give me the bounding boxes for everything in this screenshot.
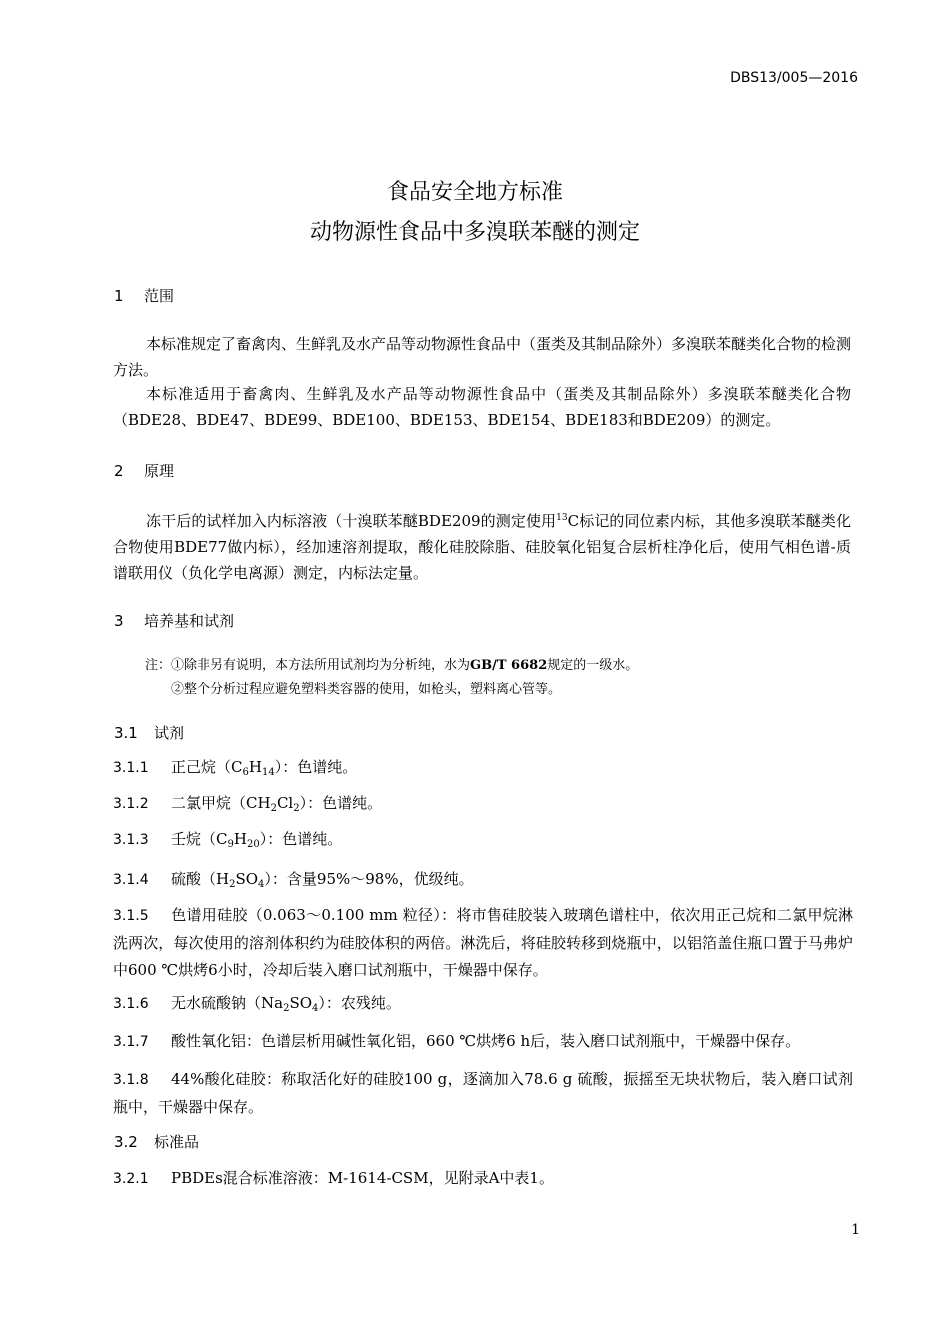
document-title-line2: 动物源性食品中多溴联苯醚的测定 (309, 220, 640, 245)
item-text: SO (289, 994, 313, 1012)
scope-paragraph-2: 本标准适用于畜禽肉、生鲜乳及水产品等动物源性食品中（蛋类及其制品除外）多溴联苯醚类化合物（BDE28、BDE47、BDE99、BDE100、BDE153、BDE154、BDE183和BDE209）的测定。 (113, 385, 851, 429)
section-number: 3.2 (114, 1133, 138, 1151)
item-number: 3.1.1 (113, 760, 149, 776)
section-number: 3 (114, 612, 124, 630)
subscript: 2 (293, 803, 300, 814)
section-number: 1 (114, 287, 124, 305)
standard-code: DBS13/005—2016 (730, 70, 858, 86)
note-text: 注：①除非另有说明，本方法所用试剂均为分析纯，水为 (145, 658, 471, 673)
reagent-item-acidic-alumina (113, 1028, 853, 1056)
reagent-item-dichloromethane (113, 790, 853, 822)
reagent-item-sodium-sulfate (113, 990, 853, 1022)
item-text: ）：色谱纯。 (299, 794, 383, 812)
subscript: 2 (229, 879, 236, 890)
item-number: 3.2.1 (113, 1171, 149, 1187)
item-text: ）：农残纯。 (318, 994, 401, 1012)
item-text: 正己烷（C (171, 758, 243, 776)
item-text: Cl (276, 794, 294, 812)
item-text: 色谱用硅胶（0.063～0.100 mm 粒径）：将市售硅胶装入玻璃色谱柱中，依次用正己烷和二氯甲烷淋洗两次，每次使用的溶剂体积约为硅胶体积的两倍。淋洗后，将硅胶转移到烧瓶中，以铝箔盖住瓶口置于马弗炉中600 ℃烘烤6小时，冷却后装入磨口试剂瓶中，干燥器中保存。 (113, 906, 853, 979)
note-block (145, 654, 638, 702)
subscript: 20 (246, 839, 260, 850)
item-number: 3.1.4 (113, 872, 149, 888)
subscript: 9 (227, 839, 234, 850)
subscript: 4 (258, 879, 265, 890)
reagent-item-sulfuric-acid (113, 866, 853, 898)
page-number: 1 (851, 1222, 860, 1238)
item-text: 二氯甲烷（CH (171, 794, 271, 812)
item-text: 44%酸化硅胶：称取活化好的硅胶100 g，逐滴加入78.6 g 硫酸，振摇至无块状物后，装入磨口试剂瓶中，干燥器中保存。 (113, 1070, 853, 1116)
section-heading-reagents (114, 610, 234, 631)
item-text: ）：色谱纯。 (259, 830, 343, 848)
subsection-heading-standards (114, 1131, 199, 1152)
item-text: PBDEs混合标准溶液：M-1614-CSM，见附录A中表1。 (171, 1169, 554, 1187)
scope-paragraph-1: 本标准规定了畜禽肉、生鲜乳及水产品等动物源性食品中（蛋类及其制品除外）多溴联苯醚类化合物的检测方法。 (113, 335, 852, 379)
reagent-item-hexane (113, 754, 853, 786)
section-title: 原理 (144, 462, 175, 480)
reagent-item-nonane (113, 826, 853, 858)
item-text: 硫酸（H (171, 870, 230, 888)
item-number: 3.1.2 (113, 796, 149, 812)
subscript: 14 (261, 767, 275, 778)
subscript: 4 (312, 1003, 319, 1014)
item-text: H (233, 830, 247, 848)
section-heading-scope (114, 285, 174, 306)
section-title: 范围 (144, 287, 175, 305)
note-text-end: 规定的一级水。 (547, 658, 639, 673)
principle-text-b: C标记的同位素内标，其他多溴联苯醚类化合物使用BDE77做内标），经加速溶剂提取，酸化硅胶除脂、硅胶氧化铝复合层析柱净化后，使用气相色谱-质谱联用仪（负化学电离源）测定，内标法定量。 (113, 512, 851, 582)
subscript: 6 (242, 767, 249, 778)
principle-paragraph (113, 505, 851, 586)
item-text: 无水硫酸钠（Na (171, 994, 284, 1012)
item-text: H (248, 758, 262, 776)
item-text: 壬烷（C (171, 830, 228, 848)
item-number: 3.1.6 (113, 996, 149, 1012)
note-line-2: ②整个分析过程应避免塑料类容器的使用，如枪头，塑料离心管等。 (171, 682, 562, 697)
note-line-1 (145, 654, 638, 678)
section-number: 2 (114, 462, 124, 480)
section-number: 3.1 (114, 724, 138, 742)
item-text: ）：含量95%～98%，优级纯。 (264, 870, 474, 888)
item-number: 3.1.5 (113, 908, 149, 924)
subsection-heading-reagents (114, 722, 184, 743)
subscript: 2 (270, 803, 277, 814)
reagent-item-acidified-silica (113, 1066, 853, 1121)
subscript: 2 (283, 1003, 290, 1014)
item-number: 3.1.8 (113, 1072, 149, 1088)
item-text: 酸性氧化铝：色谱层析用碱性氧化铝，660 ℃烘烤6 h后，装入磨口试剂瓶中，干燥器中保存。 (171, 1032, 801, 1050)
note-standard-ref: GB/T 6682 (470, 658, 548, 673)
item-number: 3.1.7 (113, 1034, 149, 1050)
section-title: 培养基和试剂 (144, 612, 235, 630)
document-title-line1: 食品安全地方标准 (386, 180, 563, 205)
item-number: 3.1.3 (113, 832, 149, 848)
section-title: 试剂 (154, 724, 185, 742)
standard-item-pbdes (113, 1165, 853, 1193)
item-text: SO (235, 870, 259, 888)
section-title: 标准品 (154, 1133, 200, 1151)
section-heading-principle (114, 460, 174, 481)
item-text: ）：色谱纯。 (274, 758, 358, 776)
isotope-superscript: 13 (556, 513, 568, 523)
reagent-item-silica-gel (113, 902, 853, 984)
principle-text-a: 冻干后的试样加入内标溶液（十溴联苯醚BDE209的测定使用 (146, 512, 557, 530)
